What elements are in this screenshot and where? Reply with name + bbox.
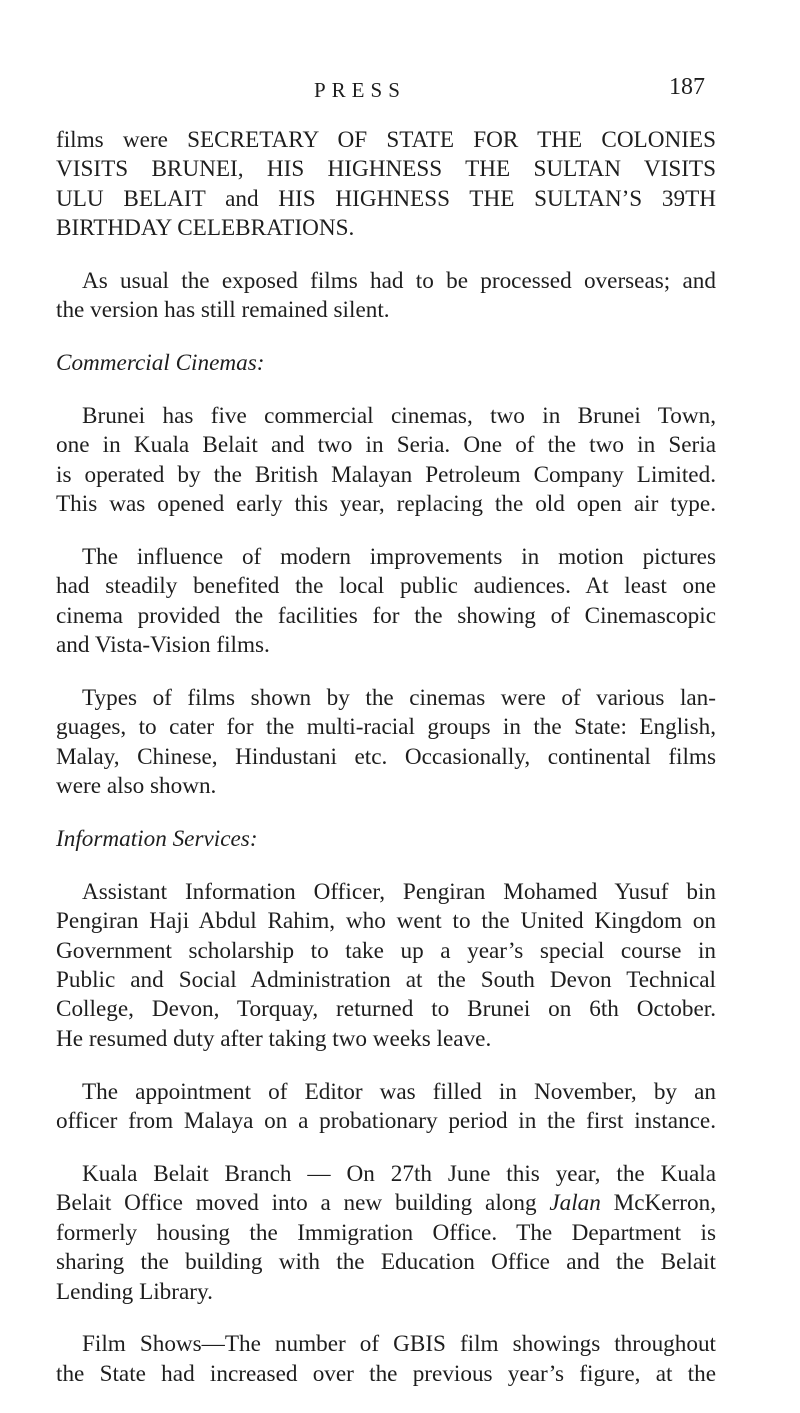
text-line: Government scholarship to take up a year’s special course in	[56, 937, 716, 964]
text-line	[56, 1189, 716, 1218]
text-line: cinema provided the facilities for the showing of Cinemascopic	[56, 602, 716, 629]
text-line: one in Kuala Belait and two in Seria. One of the two in Seria	[56, 432, 716, 459]
text-line: the version has still remained silent.	[56, 297, 390, 324]
body-text	[56, 126, 716, 1413]
text-line: The appointment of Editor was filled in November, by an	[82, 1078, 716, 1105]
paragraph-films-list	[56, 126, 716, 244]
text-line: He resumed duty after taking two weeks leave.	[56, 1025, 492, 1052]
text-line: As usual the exposed films had to be processed overseas; and	[82, 268, 716, 295]
text-line: Assistant Information Officer, Pengiran Mohamed Yusuf bin	[82, 878, 716, 905]
paragraph-film-shows	[56, 1330, 716, 1389]
text-line: had steadily benefited the local public audiences. At least one	[56, 573, 716, 600]
paragraph-processing	[56, 267, 716, 326]
text-line: the State had increased over the previous year’s figure, at the	[56, 1360, 716, 1387]
section-heading-information-services: Information Services:	[56, 826, 258, 853]
text-line: Lending Library.	[56, 1278, 213, 1305]
text-line: Types of films shown by the cinemas were of various lan-	[82, 685, 716, 712]
text-line: BIRTHDAY CELEBRATIONS.	[56, 215, 355, 242]
text-fragment: Belait Office moved into a new building along	[56, 1190, 550, 1217]
page-header	[0, 74, 800, 114]
text-line: The influence of modern improvements in motion pictures	[82, 544, 716, 571]
text-fragment: McKerron,	[600, 1190, 716, 1217]
text-line: sharing the building with the Education Office and the Belait	[56, 1249, 716, 1276]
text-line: films were SECRETARY OF STATE FOR THE COLONIES	[56, 127, 716, 153]
page-number: 187	[669, 74, 705, 100]
running-head: PRESS	[314, 78, 406, 102]
paragraph-film-types	[56, 684, 716, 802]
text-line: Malay, Chinese, Hindustani etc. Occasionally, continental films	[56, 743, 716, 770]
text-line: This was opened early this year, replacing the old open air type.	[56, 491, 716, 518]
text-line: and Vista-Vision films.	[56, 632, 270, 659]
text-line: Film Shows—The number of GBIS film showings throughout	[82, 1331, 716, 1358]
text-line: ULU BELAIT and HIS HIGHNESS THE SULTAN’S 39TH	[56, 185, 716, 212]
text-line: Brunei has five commercial cinemas, two in Brunei Town,	[82, 403, 716, 430]
text-line: VISITS BRUNEI, HIS HIGHNESS THE SULTAN VISITS	[56, 156, 716, 183]
text-line: were also shown.	[56, 773, 217, 800]
text-line: is operated by the British Malayan Petroleum Company Limited.	[56, 461, 716, 488]
text-line: Pengiran Haji Abdul Rahim, who went to the United Kingdom on	[56, 908, 716, 935]
section-heading-commercial-cinemas: Commercial Cinemas:	[56, 350, 265, 377]
text-line: Kuala Belait Branch — On 27th June this year, the Kuala	[82, 1160, 716, 1187]
italic-term-jalan: Jalan	[549, 1190, 601, 1217]
text-line: College, Devon, Torquay, returned to Brunei on 6th October.	[56, 996, 716, 1023]
paragraph-editor-appointment	[56, 1078, 716, 1137]
text-line: guages, to cater for the multi-racial groups in the State: English,	[56, 714, 716, 741]
paragraph-kuala-belait-branch	[56, 1160, 716, 1307]
text-line: officer from Malaya on a probationary period in the first instance.	[56, 1108, 716, 1135]
paragraph-improvements	[56, 543, 716, 661]
text-line: Public and Social Administration at the South Devon Technical	[56, 967, 716, 994]
paragraph-cinemas	[56, 402, 716, 520]
text-line: formerly housing the Immigration Office. The Department is	[56, 1219, 716, 1246]
paragraph-assistant-officer	[56, 878, 716, 1054]
